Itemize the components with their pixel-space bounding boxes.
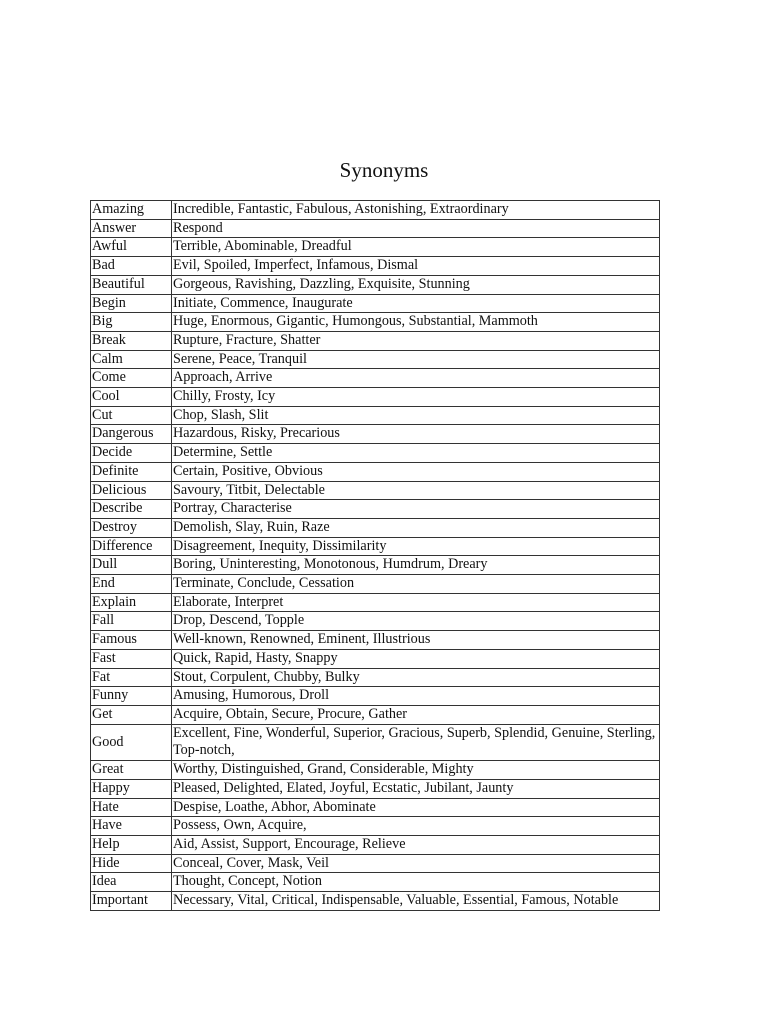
table-row xyxy=(91,612,660,631)
synonyms-cell: Conceal, Cover, Mask, Veil xyxy=(172,854,660,873)
word-cell: Describe xyxy=(91,500,172,519)
table-row xyxy=(91,500,660,519)
word-cell: End xyxy=(91,575,172,594)
word-cell: Dull xyxy=(91,556,172,575)
table-row xyxy=(91,350,660,369)
word-cell: Cool xyxy=(91,388,172,407)
word-cell: Good xyxy=(91,724,172,760)
synonyms-cell: Excellent, Fine, Wonderful, Superior, Gracious, Superb, Splendid, Genuine, Sterling, Top-notch, xyxy=(172,724,660,760)
table-row xyxy=(91,369,660,388)
page-title: Synonyms xyxy=(339,158,429,182)
word-cell: Hate xyxy=(91,798,172,817)
synonyms-cell: Well-known, Renowned, Eminent, Illustrious xyxy=(172,631,660,650)
synonyms-cell: Evil, Spoiled, Imperfect, Infamous, Dismal xyxy=(172,257,660,276)
synonyms-cell: Hazardous, Risky, Precarious xyxy=(172,425,660,444)
word-cell: Dangerous xyxy=(91,425,172,444)
word-cell: Awful xyxy=(91,238,172,257)
synonyms-cell: Huge, Enormous, Gigantic, Humongous, Substantial, Mammoth xyxy=(172,313,660,332)
synonyms-cell: Demolish, Slay, Ruin, Raze xyxy=(172,518,660,537)
word-cell: Get xyxy=(91,705,172,724)
table-row xyxy=(91,687,660,706)
table-row xyxy=(91,331,660,350)
table-row xyxy=(91,219,660,238)
table-row xyxy=(91,294,660,313)
synonyms-cell: Serene, Peace, Tranquil xyxy=(172,350,660,369)
table-row xyxy=(91,631,660,650)
synonyms-table xyxy=(90,200,660,911)
word-cell: Explain xyxy=(91,593,172,612)
synonyms-cell: Necessary, Vital, Critical, Indispensable, Valuable, Essential, Famous, Notable xyxy=(172,892,660,911)
table-row xyxy=(91,724,660,760)
word-cell: Funny xyxy=(91,687,172,706)
word-cell: Calm xyxy=(91,350,172,369)
synonyms-cell: Pleased, Delighted, Elated, Joyful, Ecstatic, Jubilant, Jaunty xyxy=(172,779,660,798)
table-row xyxy=(91,201,660,220)
word-cell: Come xyxy=(91,369,172,388)
word-cell: Famous xyxy=(91,631,172,650)
word-cell: Fast xyxy=(91,649,172,668)
synonyms-cell: Disagreement, Inequity, Dissimilarity xyxy=(172,537,660,556)
synonyms-cell: Thought, Concept, Notion xyxy=(172,873,660,892)
word-cell: Happy xyxy=(91,779,172,798)
table-row xyxy=(91,817,660,836)
table-row xyxy=(91,406,660,425)
word-cell: Definite xyxy=(91,462,172,481)
synonyms-cell: Stout, Corpulent, Chubby, Bulky xyxy=(172,668,660,687)
word-cell: Fall xyxy=(91,612,172,631)
synonyms-cell: Worthy, Distinguished, Grand, Considerable, Mighty xyxy=(172,761,660,780)
synonyms-cell: Chilly, Frosty, Icy xyxy=(172,388,660,407)
synonyms-cell: Incredible, Fantastic, Fabulous, Astonishing, Extraordinary xyxy=(172,201,660,220)
table-row xyxy=(91,462,660,481)
word-cell: Begin xyxy=(91,294,172,313)
word-cell: Difference xyxy=(91,537,172,556)
synonyms-cell: Chop, Slash, Slit xyxy=(172,406,660,425)
table-row xyxy=(91,537,660,556)
table-row xyxy=(91,798,660,817)
table-row xyxy=(91,275,660,294)
synonyms-cell: Portray, Characterise xyxy=(172,500,660,519)
synonyms-cell: Savoury, Titbit, Delectable xyxy=(172,481,660,500)
table-row xyxy=(91,761,660,780)
word-cell: Idea xyxy=(91,873,172,892)
table-row xyxy=(91,873,660,892)
table-row xyxy=(91,313,660,332)
word-cell: Great xyxy=(91,761,172,780)
synonyms-cell: Approach, Arrive xyxy=(172,369,660,388)
word-cell: Amazing xyxy=(91,201,172,220)
table-row xyxy=(91,593,660,612)
word-cell: Important xyxy=(91,892,172,911)
word-cell: Answer xyxy=(91,219,172,238)
word-cell: Have xyxy=(91,817,172,836)
table-row xyxy=(91,257,660,276)
synonyms-cell: Boring, Uninteresting, Monotonous, Humdrum, Dreary xyxy=(172,556,660,575)
table-row xyxy=(91,668,660,687)
synonyms-cell: Elaborate, Interpret xyxy=(172,593,660,612)
table-row xyxy=(91,575,660,594)
synonyms-cell: Terrible, Abominable, Dreadful xyxy=(172,238,660,257)
synonyms-cell: Initiate, Commence, Inaugurate xyxy=(172,294,660,313)
word-cell: Bad xyxy=(91,257,172,276)
word-cell: Delicious xyxy=(91,481,172,500)
table-row xyxy=(91,779,660,798)
synonyms-cell: Despise, Loathe, Abhor, Abominate xyxy=(172,798,660,817)
word-cell: Cut xyxy=(91,406,172,425)
synonyms-cell: Possess, Own, Acquire, xyxy=(172,817,660,836)
table-row xyxy=(91,238,660,257)
synonyms-cell: Gorgeous, Ravishing, Dazzling, Exquisite, Stunning xyxy=(172,275,660,294)
synonyms-cell: Drop, Descend, Topple xyxy=(172,612,660,631)
word-cell: Destroy xyxy=(91,518,172,537)
word-cell: Break xyxy=(91,331,172,350)
synonyms-cell: Determine, Settle xyxy=(172,444,660,463)
table-row xyxy=(91,892,660,911)
synonyms-cell: Respond xyxy=(172,219,660,238)
table-row xyxy=(91,388,660,407)
synonyms-table-body xyxy=(91,201,660,911)
table-row xyxy=(91,481,660,500)
table-row xyxy=(91,556,660,575)
table-row xyxy=(91,649,660,668)
word-cell: Help xyxy=(91,835,172,854)
word-cell: Decide xyxy=(91,444,172,463)
synonyms-cell: Amusing, Humorous, Droll xyxy=(172,687,660,706)
table-row xyxy=(91,518,660,537)
synonyms-cell: Terminate, Conclude, Cessation xyxy=(172,575,660,594)
table-row xyxy=(91,425,660,444)
synonyms-cell: Certain, Positive, Obvious xyxy=(172,462,660,481)
synonyms-cell: Acquire, Obtain, Secure, Procure, Gather xyxy=(172,705,660,724)
synonyms-cell: Quick, Rapid, Hasty, Snappy xyxy=(172,649,660,668)
synonyms-cell: Aid, Assist, Support, Encourage, Relieve xyxy=(172,835,660,854)
word-cell: Hide xyxy=(91,854,172,873)
word-cell: Big xyxy=(91,313,172,332)
synonyms-cell: Rupture, Fracture, Shatter xyxy=(172,331,660,350)
table-row xyxy=(91,835,660,854)
table-row xyxy=(91,705,660,724)
table-row xyxy=(91,444,660,463)
word-cell: Fat xyxy=(91,668,172,687)
table-row xyxy=(91,854,660,873)
word-cell: Beautiful xyxy=(91,275,172,294)
